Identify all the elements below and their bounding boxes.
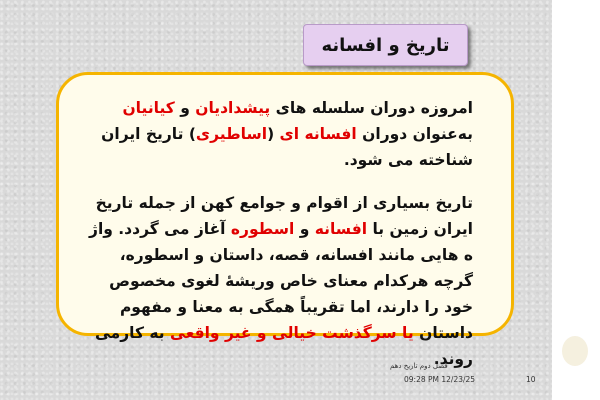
highlighted-term: یا سرگذشت خیالی و غیر واقعی [170, 324, 414, 342]
paragraph-text: به کارمی روند. [94, 324, 473, 368]
footer-chapter-label: فصل دوم تاریخ دهم [390, 362, 448, 370]
paragraph-text: آغاز می گردد. واژ ه هایی مانند افسانه، قصه، داستان و اسطوره، گرچه هرکدام معنای خاص وریشهٔ لغوی مخصوص خود را دارند، اما تقریباً همگی به معنا و مفهوم داستان [89, 220, 473, 342]
highlighted-term: افسانه ای [279, 125, 357, 143]
highlighted-term: اساطیری [195, 125, 268, 143]
right-margin [552, 0, 600, 400]
paragraph-text: امروزه دوران سلسله های [270, 99, 473, 117]
paragraph-text: و [294, 220, 315, 238]
paragraph-2 [85, 190, 473, 372]
highlighted-term: اسطوره [230, 220, 295, 238]
highlighted-term: کیانیان [122, 99, 175, 117]
paragraph-text: ) تاریخ ایران شناخته می شود. [101, 125, 473, 169]
paragraph-text: و [174, 99, 196, 117]
slide-title: تاریخ و افسانه [321, 34, 450, 56]
slide-title-box [303, 24, 468, 66]
highlighted-term: پیشدادیان [195, 99, 271, 117]
highlighted-term: افسانه [314, 220, 368, 238]
paragraph-text: به‌عنوان دوران [356, 125, 473, 143]
paragraph-text: تاریخ بسیاری از اقوام و جوامع کهن از جمله تاریخ ایران زمین با [95, 194, 473, 238]
footer-datetime: 09:28 PM 12/23/25 [404, 375, 476, 384]
paragraph-1 [85, 95, 473, 173]
paragraph-text: ( [267, 125, 280, 143]
footer-page-number: 10 [526, 375, 536, 384]
watermark-icon [562, 336, 588, 366]
